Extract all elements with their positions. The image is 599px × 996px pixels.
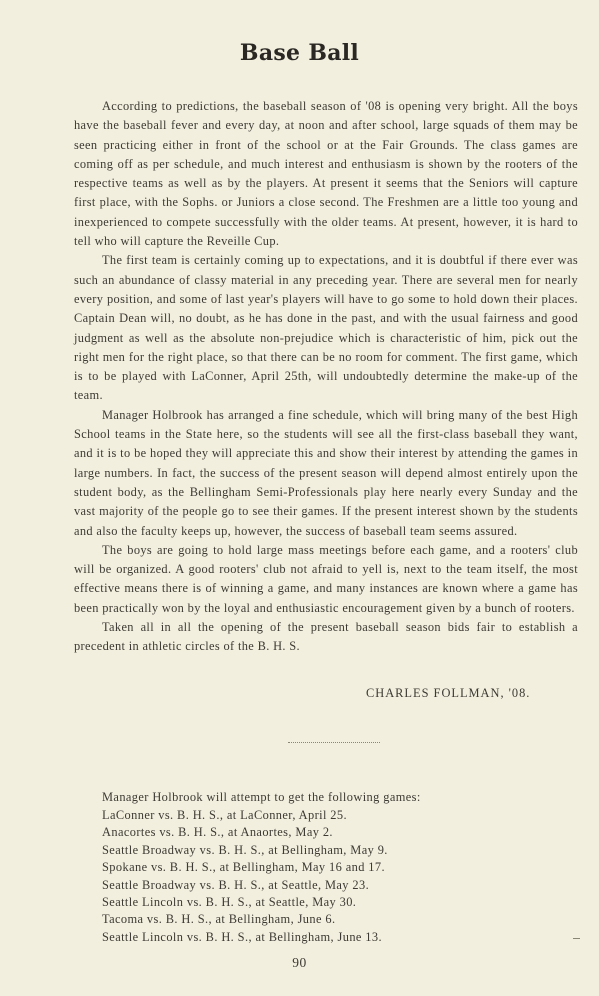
page-number: 90 xyxy=(292,955,307,970)
schedule-intro: Manager Holbrook will attempt to get the following games: xyxy=(102,790,421,804)
list-item: LaConner vs. B. H. S., at LaConner, April 25. xyxy=(102,808,347,822)
paragraph: The first team is certainly coming up to expectations, and it is doubtful if there ever was such an abundance of classy material in any preceding year. There are several men for nearly every position, and some of last year's players will have to go some to hold down their places. Captain Dean will, no doubt, as he has done in the past, and with the usual fairness and good judgment as well as the absolute non-prejudice which is characteristic of him, pick out the right men for the right place, so that there can be no room for comment. The first game, which is to be played with LaConner, April 25th, will undoubtedly determine the make-up of the team. xyxy=(74,253,578,403)
game-schedule xyxy=(102,787,542,946)
margin-mark xyxy=(573,938,580,939)
list-item: Seattle Lincoln vs. B. H. S., at Seattle, May 30. xyxy=(102,895,357,910)
paragraph: Manager Holbrook has arranged a fine schedule, which will bring many of the best High School teams in the State here, so the students will see all the first-class baseball they want, and it is to be hoped they will appreciate this and show their interest by attending the games in large numbers. In fact, the success of the present season will depend almost entirely upon the student body, as the Bellingham Semi-Professionals play here nearly every Sunday and the vast majority of the people go to see their games. If the present interest shown by the students and also the faculty keeps up, however, the success of baseball team seems assured. xyxy=(74,407,578,538)
section-divider xyxy=(288,742,380,743)
paragraph: The boys are going to hold large mass meetings before each game, and a rooters' club will be organized. A good rooters' club not afraid to yell is, next to the team itself, the most effective means there is of winning a game, and many instances are known where a game has been practically won by the loyal and enthusiastic encouragement given by a bunch of rooters. xyxy=(74,542,578,615)
list-item: Seattle Broadway vs. B. H. S., at Bellingham, May 9. xyxy=(102,842,388,857)
list-item: Tacoma vs. B. H. S., at Bellingham, June 6. xyxy=(102,912,336,927)
list-item: Anacortes vs. B. H. S., at Anaortes, May 2. xyxy=(102,825,333,840)
paragraph: Taken all in all the opening of the present baseball season bids fair to establish a precedent in athletic circles of the B. H. S. xyxy=(74,620,578,654)
paragraph: According to predictions, the baseball season of '08 is opening very bright. All the boys have the baseball fever and every day, at noon and after school, large squads of them may be seen practicing either in front of the school or at the Fair Grounds. The class games are coming off as per schedule, and much interest and enthusiasm is shown by the rooters of the respective teams as well as by the players. At present it seems that the Seniors will capture first place, with the Sophs. or Juniors a close second. The Freshmen are a little too young and inexperienced to compete successfully with the older teams. At present, however, it is hard to tell who will capture the Reveille Cup. xyxy=(74,99,578,249)
author-signature: CHARLES FOLLMAN, '08. xyxy=(366,686,531,700)
list-item: Spokane vs. B. H. S., at Bellingham, May 16 and 17. xyxy=(102,860,385,875)
article-body xyxy=(74,97,578,657)
schedule-list xyxy=(102,807,542,946)
list-item: Seattle Broadway vs. B. H. S., at Seattle, May 23. xyxy=(102,877,370,892)
page-title: Base Ball xyxy=(239,40,360,66)
list-item: Seattle Lincoln vs. B. H. S., at Bellingham, June 13. xyxy=(102,929,382,944)
